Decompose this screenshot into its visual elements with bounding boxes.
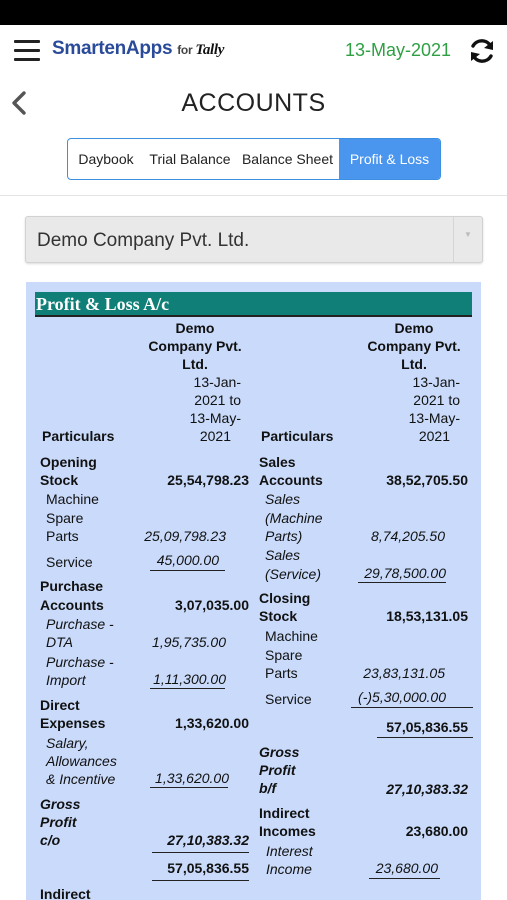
ledger-value: 1,11,300.00 bbox=[153, 671, 226, 687]
underline bbox=[369, 878, 440, 879]
underline bbox=[150, 688, 225, 689]
ledger-value: 45,000.00 bbox=[156, 552, 219, 568]
ledger-label: Spare bbox=[265, 647, 303, 663]
purchase-accounts-label: Purchase bbox=[40, 578, 104, 594]
gross-profit-bf-value: 27,10,383.32 bbox=[386, 781, 468, 797]
left-period: 13-Jan- bbox=[193, 374, 241, 390]
right-period: 13-Jan- bbox=[412, 374, 460, 390]
company-dropdown-value: Demo Company Pvt. Ltd. bbox=[37, 230, 250, 251]
ledger-label: Service bbox=[265, 691, 312, 707]
sales-accounts-label: Accounts bbox=[259, 472, 323, 488]
underline bbox=[377, 737, 473, 738]
indirect-incomes-label: Indirect bbox=[259, 805, 310, 821]
ledger-value: 8,74,205.50 bbox=[371, 528, 445, 544]
ledger-label: Parts) bbox=[265, 528, 303, 544]
left-grand-total: 57,05,836.55 bbox=[167, 860, 249, 876]
right-particulars-header: Particulars bbox=[261, 428, 334, 444]
gross-profit-bf-label: Gross bbox=[259, 744, 300, 760]
ledger-value: 1,33,620.00 bbox=[155, 770, 229, 786]
indirect-incomes-total: 23,680.00 bbox=[405, 823, 468, 839]
ledger-label: Parts bbox=[46, 528, 79, 544]
ledger-label: Allowances bbox=[46, 753, 117, 769]
ledger-label: Sales bbox=[265, 547, 301, 563]
ledger-label: Machine bbox=[46, 491, 99, 507]
menu-icon[interactable] bbox=[14, 40, 40, 62]
opening-stock-label: Opening bbox=[40, 454, 97, 470]
tab-profit-loss[interactable]: Profit & Loss bbox=[339, 139, 440, 179]
divider bbox=[0, 195, 507, 196]
closing-stock-label: Closing bbox=[259, 590, 311, 606]
brand-for: for bbox=[177, 43, 193, 57]
ledger-label: Parts bbox=[265, 665, 298, 681]
underline bbox=[150, 570, 225, 571]
left-period: 13-May- bbox=[189, 410, 241, 426]
underline bbox=[150, 787, 228, 788]
direct-expenses-total: 1,33,620.00 bbox=[175, 715, 249, 731]
opening-stock-label: Stock bbox=[40, 472, 79, 488]
left-period: 2021 bbox=[199, 428, 231, 444]
gross-profit-co-label: Gross bbox=[40, 796, 81, 812]
brand-name: SmartenApps bbox=[52, 38, 173, 59]
indirect-incomes-label: Incomes bbox=[259, 823, 316, 839]
underline bbox=[351, 707, 473, 708]
ledger-label: Import bbox=[46, 672, 86, 688]
underline bbox=[358, 582, 446, 583]
tab-balance-sheet[interactable]: Balance Sheet bbox=[241, 151, 334, 167]
right-column-company: Company Pvt. bbox=[367, 338, 461, 354]
sales-accounts-label: Sales bbox=[259, 454, 296, 470]
left-period: 2021 to bbox=[194, 392, 241, 408]
report-tabs bbox=[67, 138, 441, 180]
ledger-label: Interest bbox=[266, 843, 313, 859]
gross-profit-bf-label: Profit bbox=[259, 762, 296, 778]
company-dropdown[interactable] bbox=[25, 216, 483, 263]
refresh-icon[interactable] bbox=[466, 35, 498, 67]
tab-daybook[interactable]: Daybook bbox=[78, 151, 134, 167]
ledger-value: 25,09,798.23 bbox=[144, 528, 226, 544]
gross-profit-co-value: 27,10,383.32 bbox=[167, 832, 249, 848]
underline bbox=[152, 852, 249, 853]
closing-stock-label: Stock bbox=[259, 608, 298, 624]
ledger-label: & Incentive bbox=[46, 771, 116, 787]
gross-profit-bf-label: b/f bbox=[259, 780, 277, 796]
purchase-accounts-total: 3,07,035.00 bbox=[175, 597, 249, 613]
report-title: Profit & Loss A/c bbox=[35, 292, 472, 317]
ledger-label: Income bbox=[266, 861, 312, 877]
ledger-label: Sales bbox=[265, 491, 301, 507]
ledger-label: (Machine bbox=[265, 510, 323, 526]
profit-loss-report bbox=[26, 282, 481, 900]
direct-expenses-label: Expenses bbox=[40, 715, 106, 731]
right-period: 13-May- bbox=[408, 410, 460, 426]
indirect-expenses-label: Indirect bbox=[40, 886, 91, 900]
chevron-down-icon: ▼ bbox=[464, 230, 472, 239]
right-period: 2021 to bbox=[413, 392, 460, 408]
ledger-label: Purchase - bbox=[46, 654, 114, 670]
right-period: 2021 bbox=[418, 428, 450, 444]
ledger-label: DTA bbox=[46, 634, 73, 650]
ledger-label: Spare bbox=[46, 510, 84, 526]
direct-expenses-label: Direct bbox=[40, 697, 80, 713]
sales-accounts-total: 38,52,705.50 bbox=[386, 472, 468, 488]
ledger-value: 1,95,735.00 bbox=[152, 634, 226, 650]
right-column-company: Demo bbox=[394, 320, 434, 336]
ledger-label: Purchase - bbox=[46, 616, 114, 632]
left-column-company: Ltd. bbox=[182, 356, 208, 372]
ledger-value: 29,78,500.00 bbox=[364, 565, 446, 581]
status-bar bbox=[0, 0, 507, 25]
app-header bbox=[0, 25, 507, 78]
brand-tally: Tally bbox=[195, 42, 225, 58]
ledger-label: (Service) bbox=[265, 566, 322, 582]
left-particulars-header: Particulars bbox=[42, 428, 115, 444]
gross-profit-co-label: Profit bbox=[40, 814, 77, 830]
left-column-company: Company Pvt. bbox=[148, 338, 242, 354]
tab-trial-balance[interactable]: Trial Balance bbox=[149, 151, 231, 167]
header-date: 13-May-2021 bbox=[345, 40, 452, 60]
opening-stock-total: 25,54,798.23 bbox=[167, 472, 249, 488]
dropdown-caret bbox=[453, 217, 482, 262]
right-column-company: Ltd. bbox=[401, 356, 427, 372]
left-column-company: Demo bbox=[175, 320, 215, 336]
ledger-label: Service bbox=[46, 554, 93, 570]
page-header bbox=[0, 78, 507, 130]
ledger-value: (-)5,30,000.00 bbox=[358, 689, 446, 705]
ledger-value: 23,83,131.05 bbox=[363, 665, 445, 681]
ledger-value: 23,680.00 bbox=[375, 860, 438, 876]
ledger-label: Salary, bbox=[46, 735, 89, 751]
page-title: ACCOUNTS bbox=[181, 89, 326, 117]
ledger-label: Machine bbox=[265, 628, 318, 644]
underline bbox=[152, 880, 249, 881]
gross-profit-co-label: c/o bbox=[40, 832, 61, 848]
closing-stock-total: 18,53,131.05 bbox=[386, 608, 468, 624]
right-grand-total: 57,05,836.55 bbox=[386, 719, 468, 735]
brand-logo bbox=[52, 38, 224, 60]
purchase-accounts-label: Accounts bbox=[40, 597, 104, 613]
